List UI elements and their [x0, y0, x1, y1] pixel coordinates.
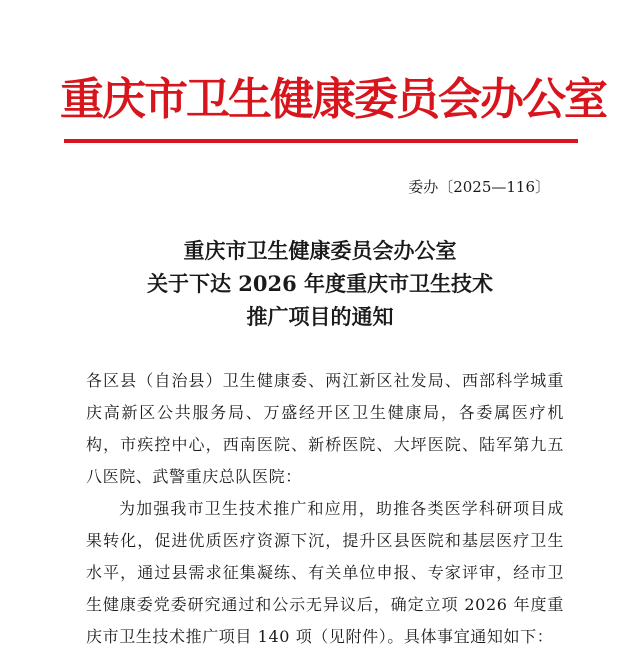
- letterhead-red-rule: [64, 139, 578, 143]
- letterhead-title: 重庆市卫生健康委员会办公室: [60, 74, 606, 125]
- body-paragraph-1: 为加强我市卫生技术推广和应用，助推各类医学科研项目成果转化，促进优质医疗资源下沉，提升区县医院和基层医疗卫生水平，通过县需求征集凝练、有关单位申报、专家评审，经市卫生健康委党委研究通过和公示无异议后，确定立项 2026 年度重庆市卫生技术推广项目 140 项（见附件）。具体事宜通知如下：: [86, 499, 564, 646]
- recipients-paragraph: 各区县（自治县）卫生健康委、两江新区社发局、西部科学城重庆高新区公共服务局、万盛经开区卫生健康局，各委属医疗机构，市疾控中心，西南医院、新桥医院、大坪医院、陆军第九五八医院、武警重庆总队医院：: [86, 371, 564, 486]
- document-title: [60, 234, 580, 333]
- document-body: [86, 365, 564, 653]
- document-title-line-3: 推广项目的通知: [246, 304, 394, 329]
- document-title-line-2: 关于下达 2026 年度重庆市卫生技术: [146, 271, 494, 296]
- document-title-line-1: 重庆市卫生健康委员会办公室: [183, 238, 457, 263]
- document-number: 委办〔2025—116〕: [408, 178, 550, 196]
